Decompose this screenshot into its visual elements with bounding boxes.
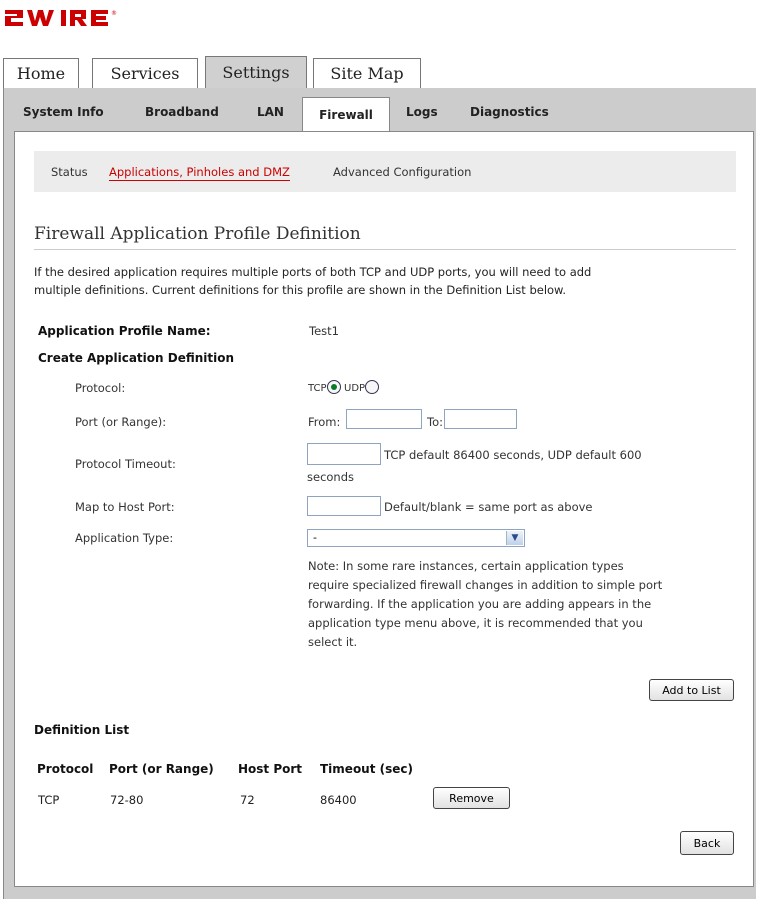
application-type-note: Note: In some rare instances, certain application types require specialized firewall changes in addition to simple port forwarding. If the application you are adding appears in the application type menu above, it is recommended that you select it. bbox=[308, 559, 663, 649]
protocol-tcp-radio[interactable] bbox=[327, 380, 341, 394]
definition-list-heading: Definition List bbox=[34, 723, 130, 737]
column-host-port: Host Port bbox=[238, 762, 303, 776]
add-to-list-button[interactable]: Add to List bbox=[649, 679, 734, 701]
application-type-select[interactable] bbox=[307, 529, 525, 547]
firewall-subnav bbox=[34, 151, 736, 192]
protocol-udp-label: UDP bbox=[344, 383, 366, 394]
subtab-logs[interactable]: Logs bbox=[406, 105, 438, 119]
profile-name-label: Application Profile Name: bbox=[38, 324, 211, 338]
tab-home[interactable]: Home bbox=[3, 58, 79, 88]
create-definition-heading: Create Application Definition bbox=[38, 351, 235, 365]
tab-services[interactable]: Services bbox=[92, 58, 198, 88]
brand-logo bbox=[3, 6, 143, 30]
title-divider bbox=[34, 249, 736, 250]
subtab-lan[interactable]: LAN bbox=[257, 105, 284, 119]
subtab-broadband[interactable]: Broadband bbox=[145, 105, 219, 119]
port-to-input[interactable] bbox=[444, 409, 517, 429]
row-timeout: 86400 bbox=[320, 793, 357, 807]
subtab-firewall[interactable]: Firewall bbox=[302, 97, 390, 131]
remove-button[interactable]: Remove bbox=[433, 787, 510, 809]
map-host-port-input[interactable] bbox=[307, 496, 381, 516]
timeout-input[interactable] bbox=[307, 443, 381, 465]
svg-text:®: ® bbox=[111, 10, 117, 17]
timeout-hint-cont: seconds bbox=[307, 470, 355, 484]
timeout-label: Protocol Timeout: bbox=[75, 457, 176, 471]
map-host-port-label: Map to Host Port: bbox=[75, 500, 175, 514]
intro-text: If the desired application requires multiple ports of both TCP and UDP ports, you will need to add multiple definitions. Current definitions for this profile are shown in the Definition List below. bbox=[34, 265, 592, 297]
column-protocol: Protocol bbox=[37, 762, 94, 776]
protocol-tcp-label: TCP bbox=[308, 383, 327, 394]
column-timeout: Timeout (sec) bbox=[320, 762, 414, 776]
row-host-port: 72 bbox=[240, 793, 255, 807]
tab-settings[interactable]: Settings bbox=[205, 56, 307, 88]
column-port-range: Port (or Range) bbox=[109, 762, 214, 776]
port-to-label: To: bbox=[427, 415, 443, 429]
back-button[interactable]: Back bbox=[680, 831, 734, 855]
map-host-port-hint: Default/blank = same port as above bbox=[384, 500, 593, 514]
row-port-range: 72-80 bbox=[110, 793, 144, 807]
profile-name-value: Test1 bbox=[309, 324, 339, 338]
port-from-label: From: bbox=[308, 415, 341, 429]
port-from-input[interactable] bbox=[346, 409, 422, 429]
subtab-diagnostics[interactable]: Diagnostics bbox=[470, 105, 549, 119]
chevron-down-icon[interactable]: ▼ bbox=[506, 531, 523, 545]
timeout-hint: TCP default 86400 seconds, UDP default 600 bbox=[384, 448, 642, 462]
protocol-label: Protocol: bbox=[75, 381, 126, 395]
application-type-value: - bbox=[313, 531, 317, 544]
row-protocol: TCP bbox=[38, 793, 60, 807]
subnav-status[interactable]: Status bbox=[51, 165, 88, 179]
tab-site-map[interactable]: Site Map bbox=[313, 58, 421, 88]
protocol-udp-radio[interactable] bbox=[365, 380, 379, 394]
subtab-system-info[interactable]: System Info bbox=[23, 105, 104, 119]
subnav-applications[interactable]: Applications, Pinholes and DMZ bbox=[109, 165, 290, 179]
application-type-label: Application Type: bbox=[75, 531, 174, 545]
page-title: Firewall Application Profile Definition bbox=[34, 224, 361, 244]
subnav-advanced[interactable]: Advanced Configuration bbox=[333, 165, 472, 179]
port-range-label: Port (or Range): bbox=[75, 415, 167, 429]
